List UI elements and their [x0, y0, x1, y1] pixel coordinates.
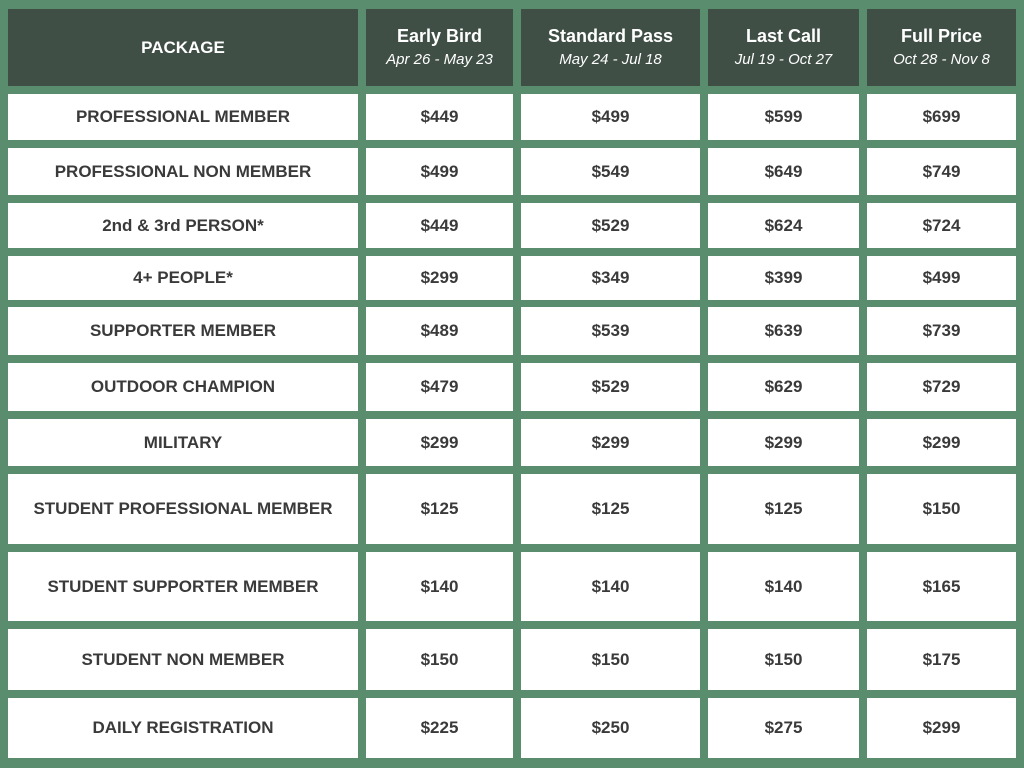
package-name-cell: 4+ PEOPLE* [8, 256, 358, 300]
package-name-cell: STUDENT SUPPORTER MEMBER [8, 552, 358, 621]
price-cell: $299 [366, 256, 513, 300]
price-cell: $739 [867, 307, 1016, 355]
package-name-cell: MILITARY [8, 419, 358, 466]
price-cell: $299 [366, 419, 513, 466]
price-cell: $125 [708, 474, 859, 544]
price-cell: $499 [366, 148, 513, 195]
package-name-cell: STUDENT NON MEMBER [8, 629, 358, 690]
column-title: Full Price [900, 26, 983, 46]
price-cell: $140 [708, 552, 859, 621]
price-cell: $140 [366, 552, 513, 621]
price-cell: $150 [867, 474, 1016, 544]
package-name-cell: DAILY REGISTRATION [8, 698, 358, 758]
price-column-header [708, 9, 859, 86]
price-cell: $549 [521, 148, 700, 195]
price-cell: $449 [366, 94, 513, 140]
price-cell: $125 [521, 474, 700, 544]
price-cell: $539 [521, 307, 700, 355]
price-cell: $125 [366, 474, 513, 544]
price-column-header [867, 9, 1016, 86]
price-cell: $275 [708, 698, 859, 758]
price-cell: $250 [521, 698, 700, 758]
column-date-range: Oct 28 - Nov 8 [893, 51, 990, 68]
column-title: Standard Pass [547, 26, 674, 46]
package-name-cell: SUPPORTER MEMBER [8, 307, 358, 355]
price-cell: $349 [521, 256, 700, 300]
price-cell: $165 [867, 552, 1016, 621]
price-cell: $299 [867, 698, 1016, 758]
price-cell: $629 [708, 363, 859, 411]
package-name-cell: OUTDOOR CHAMPION [8, 363, 358, 411]
price-column-header [521, 9, 700, 86]
price-cell: $299 [708, 419, 859, 466]
price-cell: $150 [366, 629, 513, 690]
package-name-cell: STUDENT PROFESSIONAL MEMBER [8, 474, 358, 544]
price-cell: $624 [708, 203, 859, 248]
package-name-cell: PROFESSIONAL NON MEMBER [8, 148, 358, 195]
package-column-header [8, 9, 358, 86]
price-cell: $499 [521, 94, 700, 140]
price-cell: $150 [521, 629, 700, 690]
price-cell: $649 [708, 148, 859, 195]
price-cell: $449 [366, 203, 513, 248]
price-cell: $724 [867, 203, 1016, 248]
column-date-range: Apr 26 - May 23 [386, 51, 493, 68]
package-header-label: PACKAGE [141, 37, 225, 57]
price-cell: $639 [708, 307, 859, 355]
price-cell: $479 [366, 363, 513, 411]
price-cell: $599 [708, 94, 859, 140]
price-cell: $175 [867, 629, 1016, 690]
price-column-header [366, 9, 513, 86]
price-cell: $489 [366, 307, 513, 355]
price-cell: $499 [867, 256, 1016, 300]
column-date-range: May 24 - Jul 18 [559, 51, 662, 68]
price-cell: $749 [867, 148, 1016, 195]
price-cell: $529 [521, 203, 700, 248]
price-cell: $399 [708, 256, 859, 300]
price-cell: $699 [867, 94, 1016, 140]
price-cell: $140 [521, 552, 700, 621]
package-name-cell: PROFESSIONAL MEMBER [8, 94, 358, 140]
column-title: Early Bird [396, 26, 483, 46]
price-cell: $729 [867, 363, 1016, 411]
package-name-cell: 2nd & 3rd PERSON* [8, 203, 358, 248]
price-cell: $299 [521, 419, 700, 466]
price-cell: $225 [366, 698, 513, 758]
column-title: Last Call [745, 26, 822, 46]
column-date-range: Jul 19 - Oct 27 [734, 51, 833, 68]
price-cell: $529 [521, 363, 700, 411]
price-cell: $299 [867, 419, 1016, 466]
price-cell: $150 [708, 629, 859, 690]
